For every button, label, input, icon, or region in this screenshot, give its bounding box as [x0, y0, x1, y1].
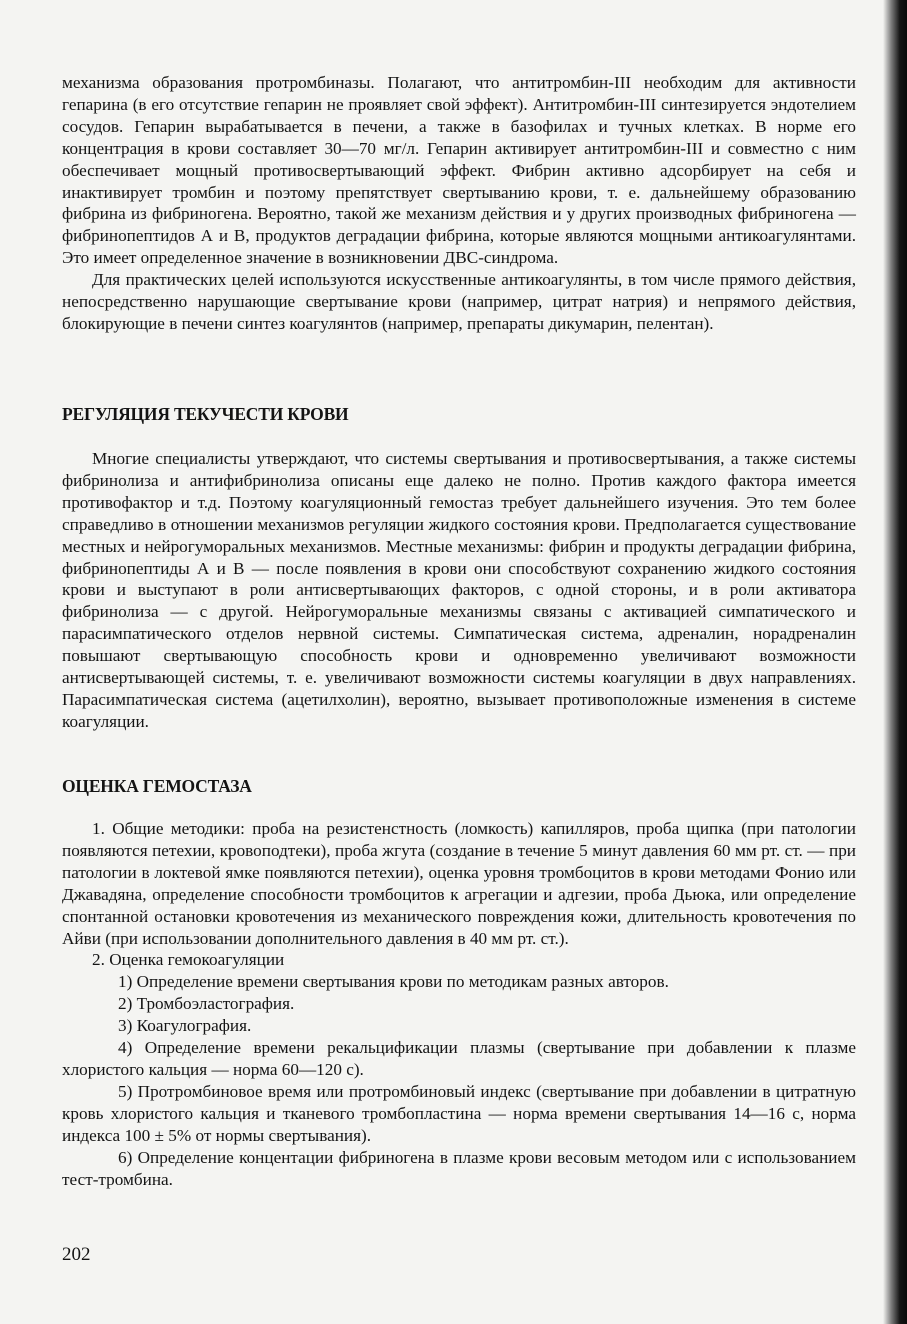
- sub-item-coagulography: 3) Коагулография.: [118, 1016, 252, 1036]
- text-block-hemostasis-methods: [62, 818, 856, 1190]
- paragraph-regulation: Многие специалисты утверждают, что системы свертывания и противосвертывания, а также системы фибринолиза и антифибринолиза описаны еще далеко не полно. Против каждого фактора имеется противофактор и т.д. Поэтому коагуляционный гемостаз требует дальнейшего изучения. Это тем более справедливо в отношении механизмов регуляции жидкого состояния крови. Предполагается существование местных и нейрогуморальных механизмов. Местные механизмы: фибрин и продукты деградации фибрина, фибринопептиды А и В — после появления в крови они способствуют сохранению жидкого состояния крови и выступают в роли антисвертывающих факторов, с одной стороны, и в роли активатора фибринолиза — с другой. Нейрогуморальные механизмы связаны с активацией симпатического и парасимпатического отделов нервной системы. Симпатическая система, адреналин, норадреналин повышают свертывающую способность крови и одновременно увеличивают возможности антисвертывающей системы, т. е. увеличивают возможности системы коагуляции в двух направлениях. Парасимпатическая система (ацетилхолин), вероятно, вызывает противоположные изменения в системе коагуляции.: [62, 449, 856, 731]
- page-number: 202: [62, 1244, 91, 1265]
- sub-item-fibrinogen: 6) Определение концентации фибриногена в плазме крови весовым методом или с использованием тест-тромбина.: [62, 1147, 856, 1189]
- heading-hemostasis-evaluation: ОЦЕНКА ГЕМОСТАЗА: [62, 776, 252, 796]
- text-block-regulation: [62, 448, 856, 733]
- paragraph-artificial-anticoagulants: Для практических целей используются искусственные антикоагулянты, в том числе прямого действия, непосредственно нарушающие свертывание крови (например, цитрат натрия) и непрямого действия, блокирующие в печени синтез коагулянтов (например, препараты дикумарин, пелентан).: [62, 270, 856, 333]
- paragraph-antithrombin: механизма образования протромбиназы. Полагают, что антитромбин-III необходим для активности гепарина (в его отсутствие гепарин не проявляет свой эффект). Антитромбин-III синтезируется эндотелием сосудов. Гепарин вырабатывается в печени, а также в базофилах и тучных клетках. В норме его концентрация в крови составляет 30—70 мг/л. Гепарин активирует антитромбин-III и совместно с ним обеспечивает мощный противосвертывающий эффект. Фибрин активно адсорбирует на себя и инактивирует тромбин и поэтому препятствует свертыванию крови, т. е. дальнейшему образованию фибрина из фибриногена. Вероятно, такой же механизм действия и у других производных фибриногена — фибринопептидов А и В, продуктов деградации фибрина, которые являются мощными антикоагулянтами. Это имеет определенное значение в возникновении ДВС-синдрома.: [62, 73, 856, 268]
- sub-item-prothrombin-time: 5) Протромбиновое время или протромбиновый индекс (свертывание при добавлении в цитратную кровь хлористого кальция и тканевого тромбопластина — норма времени свертывания 14—16 с, норма индекса 100 ± 5% от нормы свертывания).: [62, 1081, 856, 1145]
- sub-item-thromboelastography: 2) Тромбоэластография.: [118, 994, 295, 1014]
- text-block-anticoagulants: [62, 72, 856, 335]
- list-item-hemocoagulation: 2. Оценка гемокоагуляции: [92, 950, 285, 970]
- scan-binding-edge: [883, 0, 907, 1324]
- heading-blood-fluidity: РЕГУЛЯЦИЯ ТЕКУЧЕСТИ КРОВИ: [62, 404, 349, 424]
- sub-item-clotting-time: 1) Определение времени свертывания крови по методикам разных авторов.: [118, 972, 669, 992]
- sub-item-recalcification: 4) Определение времени рекальцификации плазмы (свертывание при добавлении к плазме хлористого кальция — норма 60—120 с).: [62, 1038, 856, 1079]
- list-item-general-methods: 1. Общие методики: проба на резистенстность (ломкость) капилляров, проба щипка (при патологии появляются петехии, кровоподтеки), проба жгута (создание в течение 5 минут давления 60 мм рт. ст. — при патологии в локтевой ямке появляются петехии), оценка уровня тромбоцитов в крови методами Фонио или Джавадяна, определение способности тромбоцитов к агрегации и адгезии, проба Дьюка, или определение спонтанной остановки кровотечения из механического повреждения кожи, длительность кровотечения по Айви (при использовании дополнительного давления в 40 мм рт. ст.).: [62, 819, 856, 948]
